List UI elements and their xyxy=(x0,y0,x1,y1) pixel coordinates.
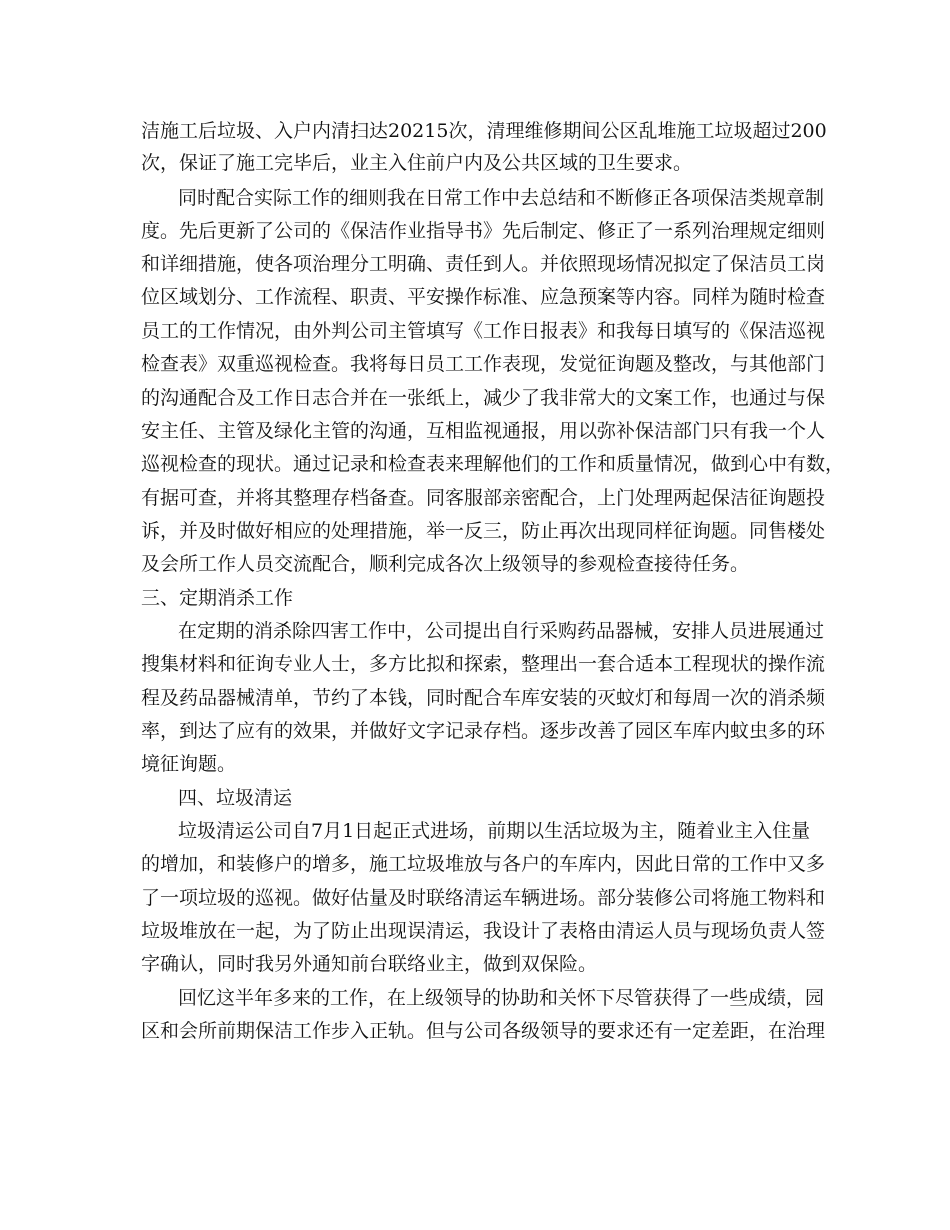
text-line: 巡视检查的现状。通过记录和检查表来理解他们的工作和质量情况，做到心中有数， xyxy=(141,453,845,475)
text-line: 的沟通配合及工作日志合并在一张纸上，减少了我非常大的文案工作，也通过与保 xyxy=(141,387,826,409)
text-line: 的增加，和装修户的增多，施工垃圾堆放与各户的车库内，因此日常的工作中又多 xyxy=(141,853,826,875)
text-line: 位区域划分、工作流程、职责、平安操作标准、应急预案等内容。同样为随时检查 xyxy=(141,286,826,308)
text-line: 员工的工作情况，由外判公司主管填写《工作日报表》和我每日填写的《保洁巡视 xyxy=(141,320,826,342)
text-line: 有据可查，并将其整理存档备查。同客服部亲密配合，上门处理两起保洁征询题投 xyxy=(141,487,826,509)
text-line: 字确认，同时我另外通知前台联络业主，做到双保险。 xyxy=(141,953,598,975)
text-line: 率，到达了应有的效果，并做好文字记录存档。逐步改善了园区车库内蚊虫多的环 xyxy=(141,720,826,742)
text-line: 回忆这半年多来的工作，在上级领导的协助和关怀下尽管获得了一些成绩，园 xyxy=(178,987,825,1009)
text-line: 次，保证了施工完毕后，业主入住前户内及公共区域的卫生要求。 xyxy=(141,152,693,174)
text-line: 区和会所前期保洁工作步入正轨。但与公司各级领导的要求还有一定差距，在治理 xyxy=(141,1020,826,1042)
text-line: 度。先后更新了公司的《保洁作业指导书》先后制定、修正了一系列治理规定细则 xyxy=(141,220,826,242)
text-line: 同时配合实际工作的细则我在日常工作中去总结和不断修正各项保洁类规章制 xyxy=(178,187,825,209)
text-line: 程及药品器械清单，节约了本钱，同时配合车库安装的灭蚊灯和每周一次的消杀频 xyxy=(141,687,826,709)
text-line: 垃圾清运公司自7月1日起正式进场，前期以生活垃圾为主，随着业主入住量 xyxy=(178,820,811,842)
text-line: 洁施工后垃圾、入户内清扫达20215次，清理维修期间公区乱堆施工垃圾超过200 xyxy=(141,120,827,142)
text-line: 安主任、主管及绿化主管的沟通，互相监视通报，用以弥补保洁部门只有我一个人 xyxy=(141,420,826,442)
text-line: 诉，并及时做好相应的处理措施，举一反三，防止再次出现同样征询题。同售楼处 xyxy=(141,520,826,542)
text-line: 垃圾堆放在一起，为了防止出现误清运，我设计了表格由清运人员与现场负责人签 xyxy=(141,920,826,942)
section-heading: 四、垃圾清运 xyxy=(178,787,293,809)
text-line: 在定期的消杀除四害工作中，公司提出自行采购药品器械，安排人员进展通过 xyxy=(178,620,825,642)
text-line: 检查表》双重巡视检查。我将每日员工工作表现，发觉征询题及整改，与其他部门 xyxy=(141,353,826,375)
text-line: 搜集材料和征询专业人士，多方比拟和探索，整理出一套合适本工程现状的操作流 xyxy=(141,653,826,675)
text-line: 三、定期消杀工作 xyxy=(141,587,294,609)
text-line: 及会所工作人员交流配合，顺利完成各次上级领导的参观检查接待任务。 xyxy=(141,553,750,575)
text-line: 了一项垃圾的巡视。做好估量及时联络清运车辆进场。部分装修公司将施工物料和 xyxy=(141,887,826,909)
text-line: 和详细措施，使各项治理分工明确、责任到人。并依照现场情况拟定了保洁员工岗 xyxy=(141,253,826,275)
text-line: 境征询题。 xyxy=(141,753,237,775)
